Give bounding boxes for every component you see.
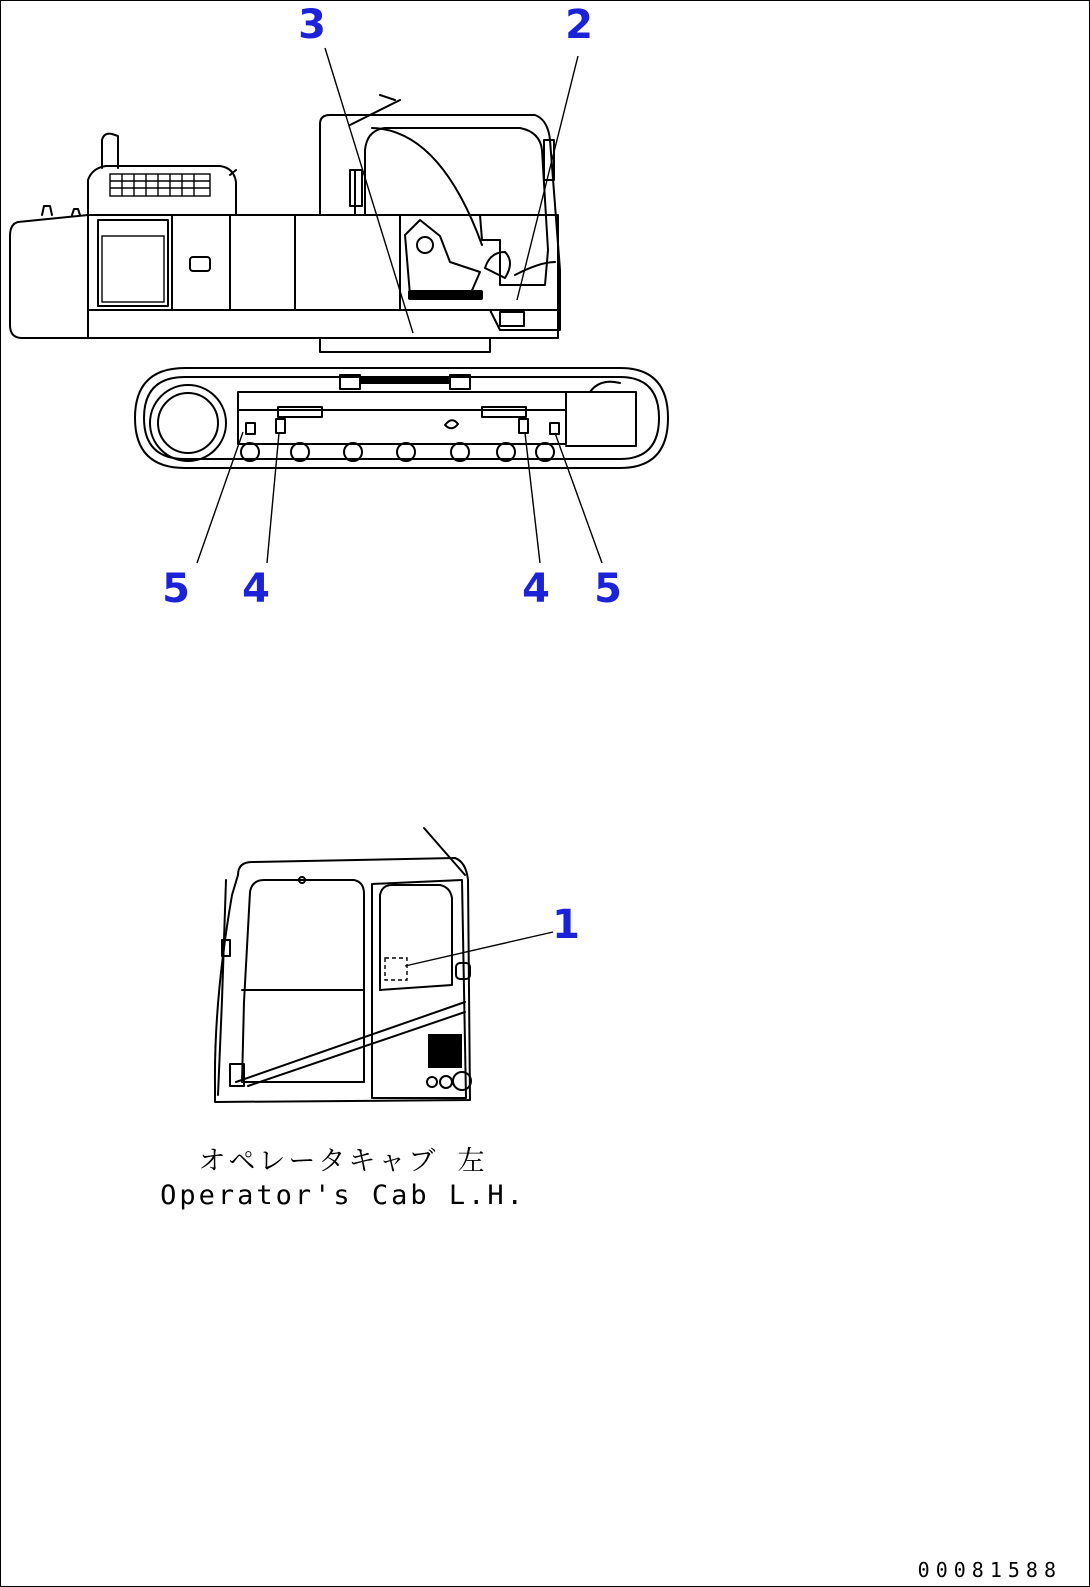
door-handle (190, 257, 210, 271)
engine-grille (110, 174, 210, 196)
control-lever (485, 252, 510, 278)
callout-3: 3 (298, 2, 326, 48)
decal-1-location (385, 958, 407, 980)
caption-english: Operator's Cab L.H. (160, 1180, 526, 1211)
decal-4-right (519, 419, 528, 433)
decal-5-left (246, 423, 255, 434)
callout-4-left: 4 (242, 566, 270, 612)
caption-japanese: オペレータキャブ 左 (198, 1146, 488, 1177)
callout-5-left: 5 (162, 566, 190, 612)
engine-door (98, 220, 168, 306)
idler-wheel (150, 385, 226, 461)
operator-seat (405, 220, 480, 295)
brand-decal (408, 290, 483, 300)
cab-door-window (380, 885, 452, 990)
swing-circle (320, 338, 490, 352)
decal-4-left (276, 419, 285, 433)
callout-1: 1 (552, 902, 580, 948)
callout-5-right: 5 (594, 566, 622, 612)
document-number: 00081588 (917, 1558, 1062, 1582)
excavator-side-view (10, 2, 668, 612)
exhaust-pipe (102, 134, 118, 168)
cab-window (365, 128, 548, 285)
operator-cab-lh-view (215, 828, 580, 1102)
callout-2: 2 (565, 2, 593, 48)
decal-5-right (550, 423, 559, 434)
vent-grille (428, 1034, 462, 1068)
cab-door-frame (372, 128, 482, 245)
upper-housing (88, 215, 558, 338)
counterweight (10, 215, 88, 338)
callout-4-right: 4 (522, 566, 550, 612)
